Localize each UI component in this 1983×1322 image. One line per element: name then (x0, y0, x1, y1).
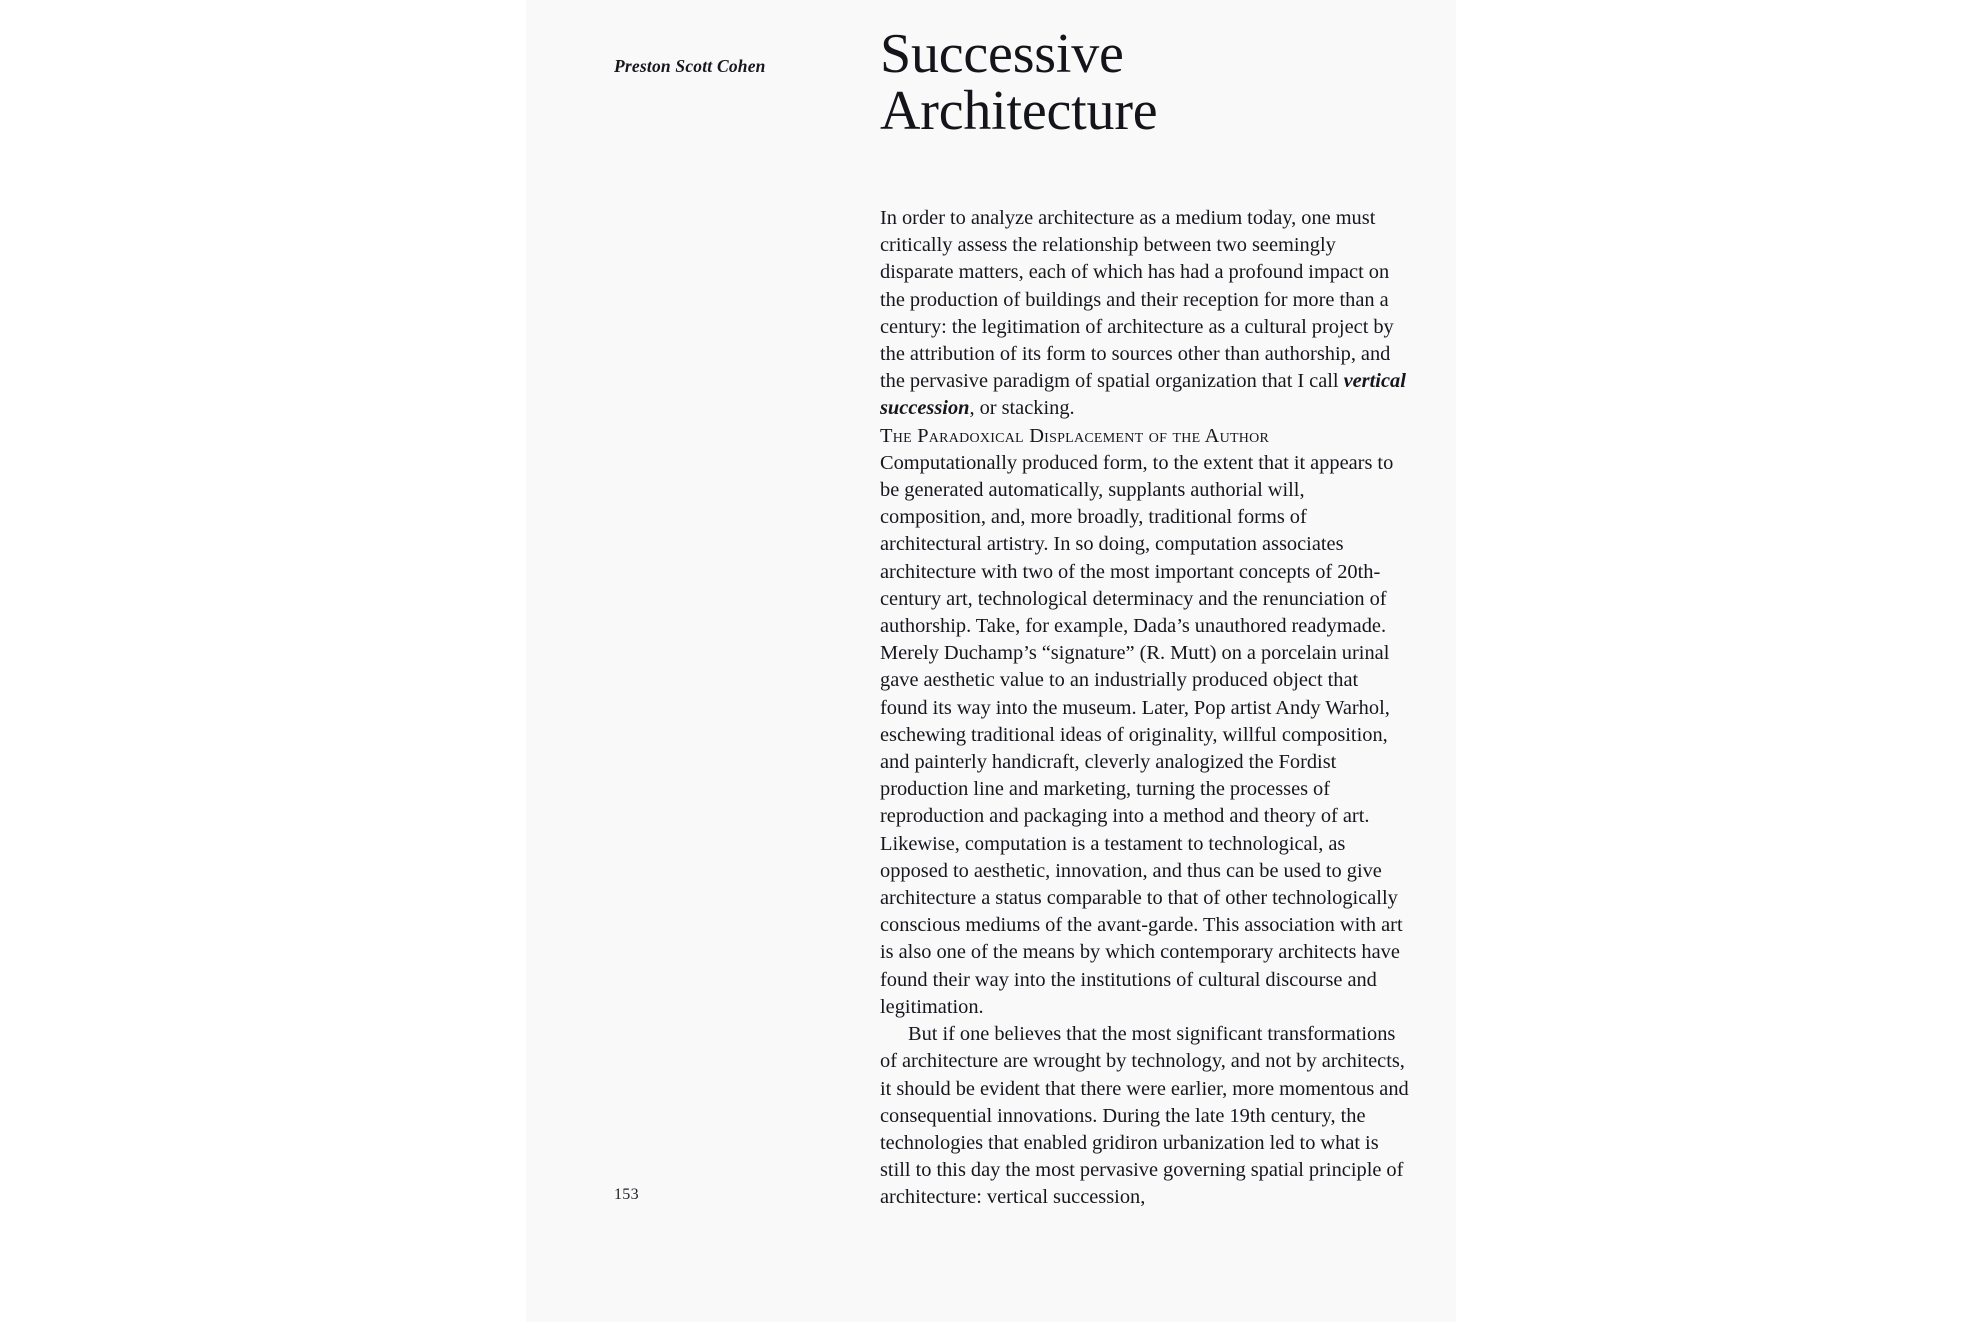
paragraph-transformations: But if one believes that the most significant transformations of architecture are wrought by technology, and not by architects, it should be evident that there were earlier, more momentous and consequential innovations. During the late 19th century, the technologies that enabled gridiron urbanization led to what is still to this day the most pervasive governing spatial principle of architecture: vertical succession, (880, 1023, 1409, 1209)
paragraph-intro (880, 205, 1410, 423)
paragraph-intro-emphasis: vertical succession (880, 370, 1406, 420)
author-byline: Preston Scott Cohen (614, 56, 766, 76)
title-line-1: Successive (880, 23, 1124, 85)
body-text-column (880, 205, 1410, 1212)
paragraph-intro-text: In order to analyze architecture as a medium today, one must critically assess the relationship between two seemingly disparate matters, each of which has had a profound impact on the production of buildings and their reception for more than a century: the legitimation of architecture as a cultural project by the attribution of its form to sources other than authorship, and the pervasive paradigm of spatial organization that I call (880, 207, 1394, 393)
paragraph-computation: Computationally produced form, to the extent that it appears to be generated automatically, supplants authorial will, composition, and, more broadly, traditional forms of architectural artistry. In so doing, computation associates architecture with two of the most important concepts of 20th-century art, technological determinacy and the renunciation of authorship. Take, for example, Dada’s unauthored readymade. Merely Duchamp’s “signature” (R. Mutt) on a porcelain urinal gave aesthetic value to an industrially produced object that found its way into the museum. Later, Pop artist Andy Warhol, eschewing traditional ideas of originality, willful composition, and painterly handicraft, cleverly analogized the Fordist production line and marketing, turning the processes of reproduction and packaging into a method and theory of art. Likewise, computation is a testament to technological, as opposed to aesthetic, innovation, and thus can be used to give architecture a status comparable to that of other technologically conscious mediums of the avant-garde. This association with art is also one of the means by which contemporary architects have found their way into the institutions of cultural discourse and legitimation. (880, 451, 1403, 1018)
title-line-2: Architecture (880, 80, 1158, 143)
page-number: 153 (614, 1186, 639, 1203)
book-page-sheet (526, 0, 1456, 1322)
section-subheading: The Paradoxical Displacement of the Author (880, 424, 1270, 447)
paragraph-intro-tail: , or stacking. (969, 397, 1075, 420)
page-title (880, 23, 1410, 143)
